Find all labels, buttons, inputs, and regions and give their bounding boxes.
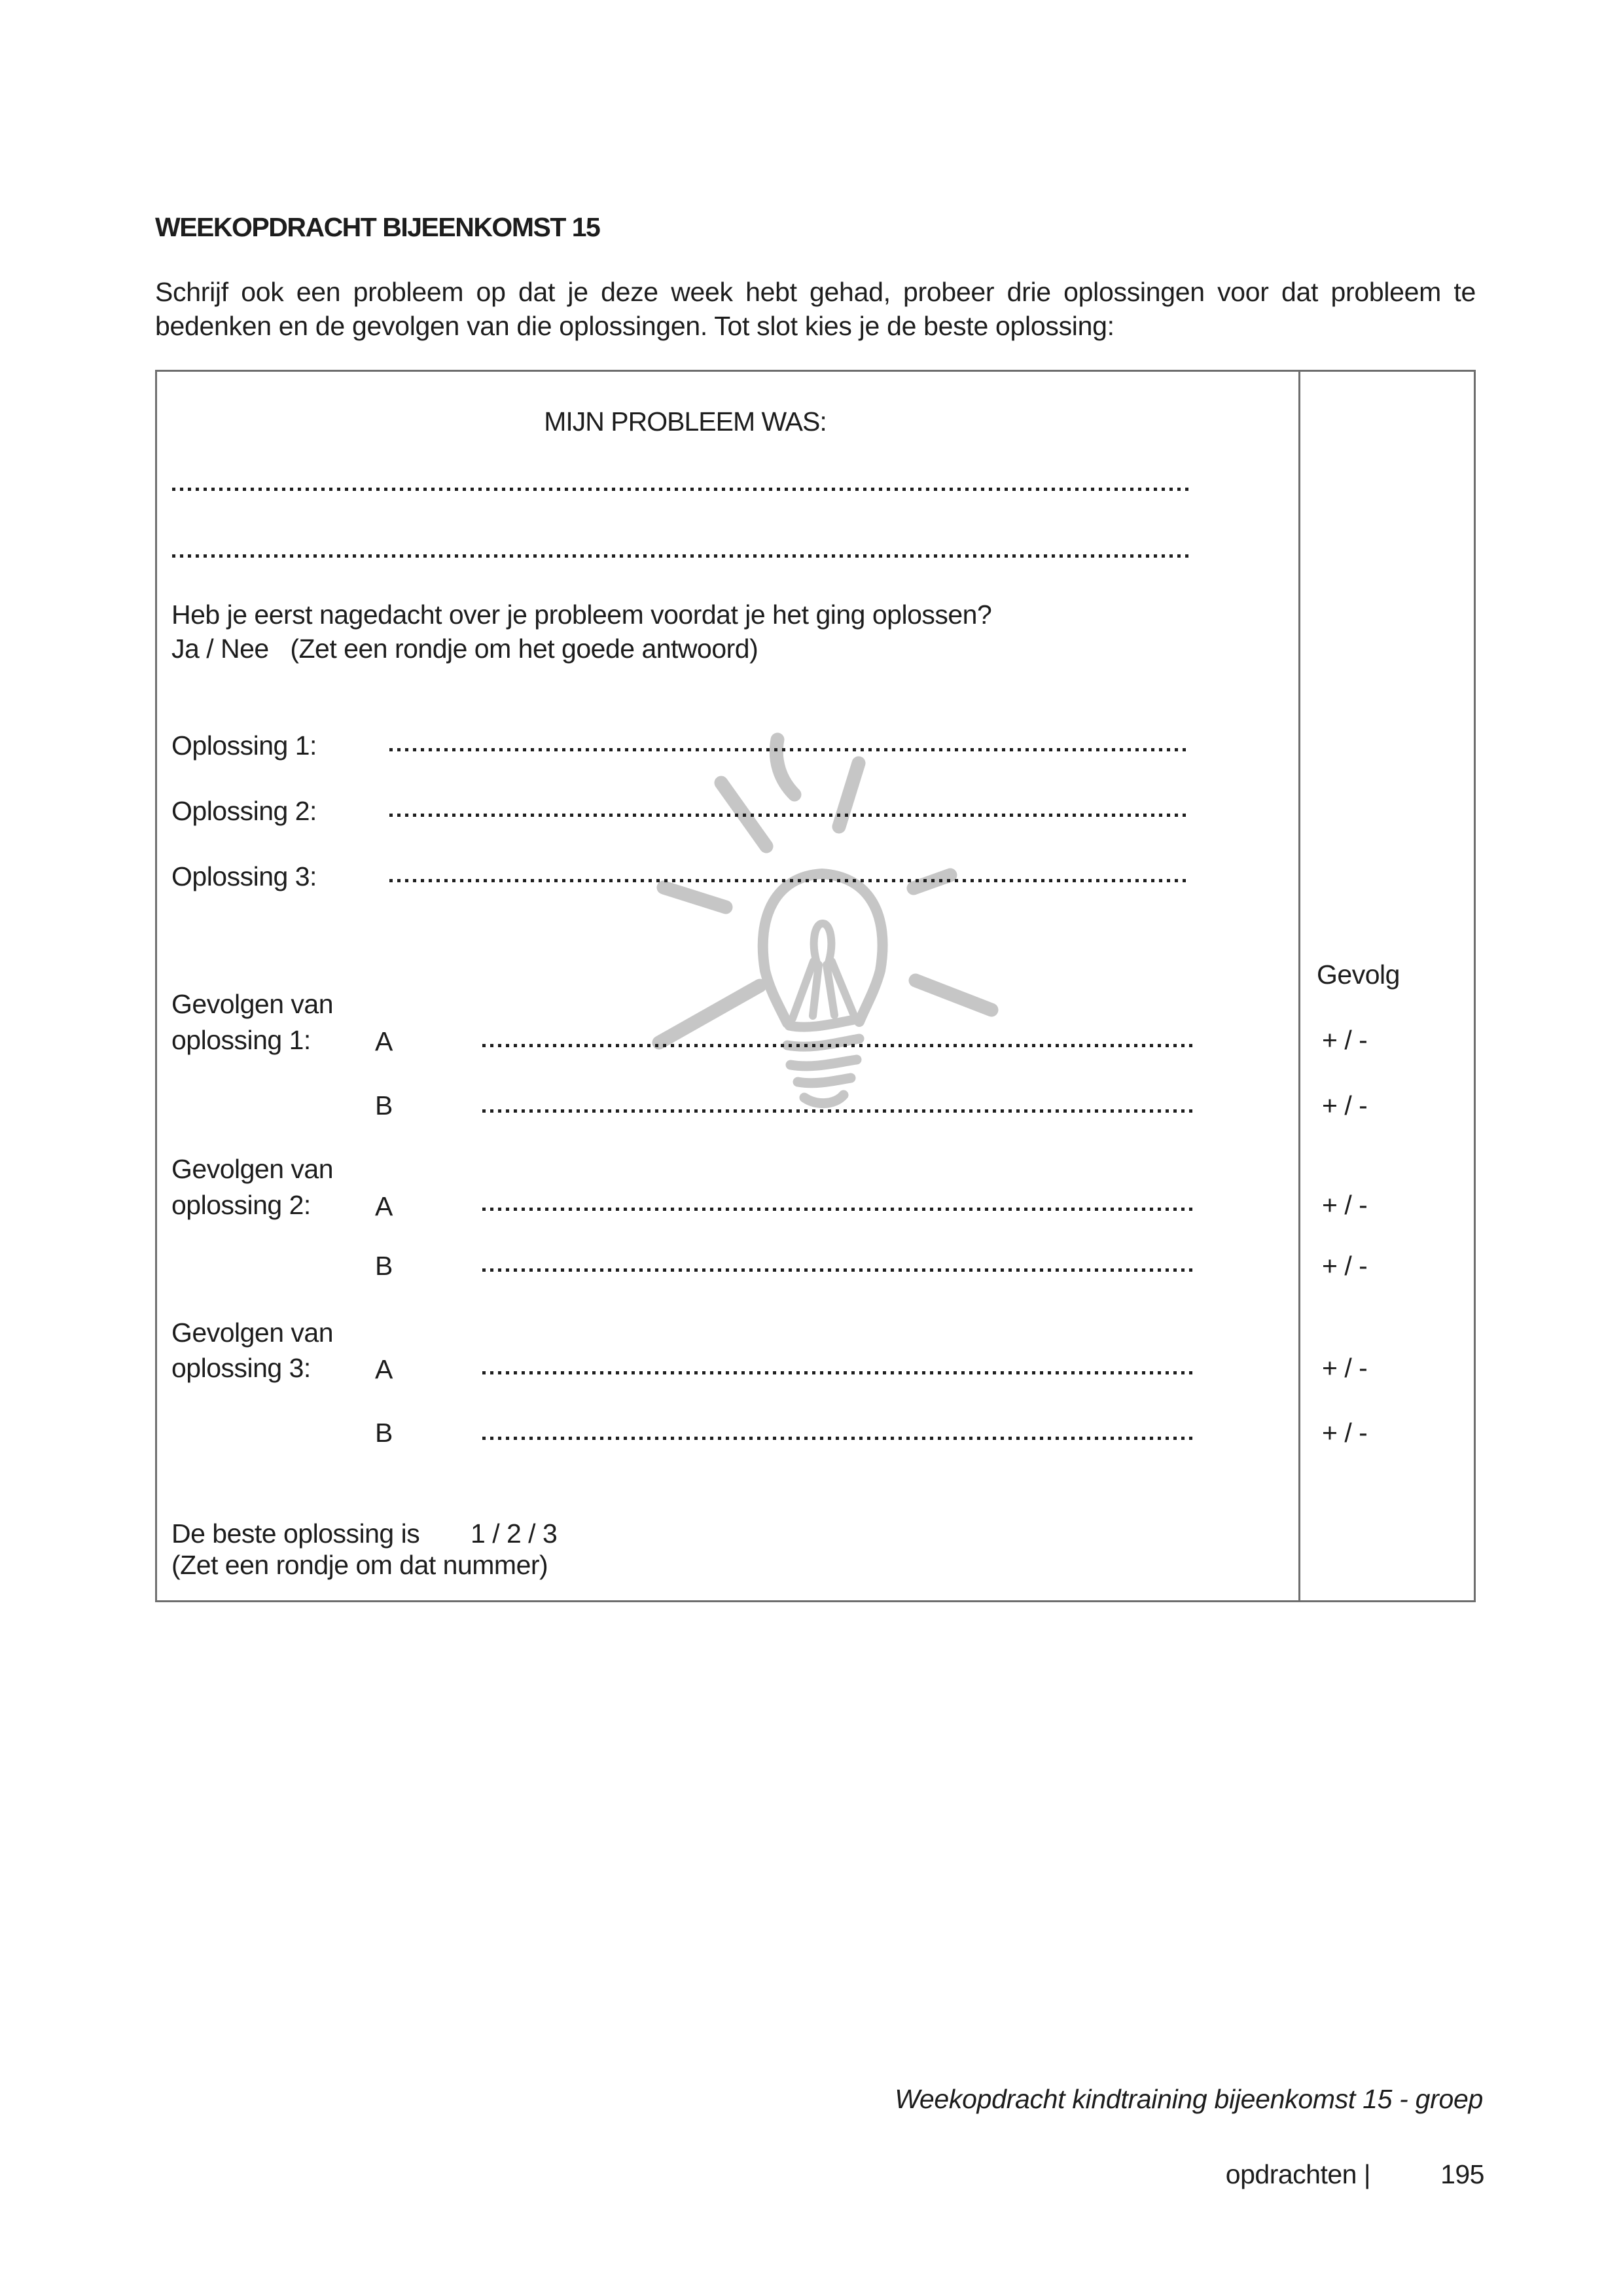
consequence-header-1-line1: Gevolgen van — [171, 989, 334, 1019]
row-letter: A — [375, 1191, 393, 1221]
consequence-writein-line — [482, 1268, 1194, 1272]
worksheet-table — [155, 370, 1476, 1602]
consequence-header-3-line2: oplossing 3: — [171, 1353, 311, 1383]
rating-plus-minus: + / - — [1322, 1190, 1368, 1220]
row-letter: B — [375, 1090, 393, 1121]
consequence-writein-line — [482, 1208, 1194, 1211]
best-solution-label: De beste oplossing is — [171, 1518, 420, 1549]
intro-line-1: Schrijf ook een probleem op dat je deze week hebt gehad, probeer drie oplossingen voor dat probleem te — [155, 277, 1476, 307]
solution-writein-line-1 — [389, 748, 1190, 751]
consequence-writein-line — [482, 1371, 1194, 1374]
intro-paragraph — [155, 275, 1476, 343]
problem-writein-line-1 — [172, 488, 1190, 491]
row-letter: B — [375, 1418, 393, 1448]
best-solution-options: 1 / 2 / 3 — [471, 1518, 558, 1549]
row-letter: A — [375, 1026, 393, 1056]
rating-plus-minus: + / - — [1322, 1025, 1368, 1055]
footer-source-line: Weekopdracht kindtraining bijeenkomst 15 - groep — [895, 2084, 1483, 2114]
page-title: WEEKOPDRACHT BIJEENKOMST 15 — [155, 212, 600, 242]
intro-line-2: bedenken en de gevolgen van die oplossingen. Tot slot kies je de beste oplossing: — [155, 311, 1115, 341]
consequence-header-2-line2: oplossing 2: — [171, 1190, 311, 1220]
lightbulb-sketch-strokes — [659, 740, 991, 1103]
problem-heading: MIJN PROBLEEM WAS: — [544, 406, 827, 437]
gevolg-column-header: Gevolg — [1317, 960, 1400, 990]
rating-plus-minus: + / - — [1322, 1090, 1368, 1121]
footer-page-number: 195 — [1440, 2159, 1484, 2189]
consequence-header-2-line1: Gevolgen van — [171, 1154, 334, 1184]
table-column-divider — [1298, 372, 1300, 1600]
consequence-header-3-line1: Gevolgen van — [171, 1318, 334, 1348]
reflect-question: Heb je eerst nagedacht over je probleem voordat je het ging oplossen? — [171, 600, 992, 630]
consequence-writein-line — [482, 1437, 1194, 1440]
consequence-writein-line — [482, 1044, 1194, 1047]
footer-section-label: opdrachten | — [1225, 2159, 1370, 2189]
row-letter: B — [375, 1251, 393, 1281]
row-letter: A — [375, 1354, 393, 1384]
solution-writein-line-3 — [389, 879, 1190, 882]
consequence-header-1-line2: oplossing 1: — [171, 1025, 311, 1055]
lightbulb-sketch — [628, 720, 1008, 1126]
rating-plus-minus: + / - — [1322, 1353, 1368, 1383]
solution-label-3: Oplossing 3: — [171, 861, 317, 891]
solution-label-2: Oplossing 2: — [171, 796, 317, 826]
rating-plus-minus: + / - — [1322, 1418, 1368, 1448]
rating-plus-minus: + / - — [1322, 1251, 1368, 1281]
consequence-writein-line — [482, 1109, 1194, 1113]
best-solution-note: (Zet een rondje om dat nummer) — [171, 1550, 548, 1580]
reflect-answer-options: Ja / Nee (Zet een rondje om het goede antwoord) — [171, 634, 758, 664]
problem-writein-line-2 — [172, 554, 1190, 558]
solution-label-1: Oplossing 1: — [171, 730, 317, 761]
solution-writein-line-2 — [389, 814, 1190, 817]
